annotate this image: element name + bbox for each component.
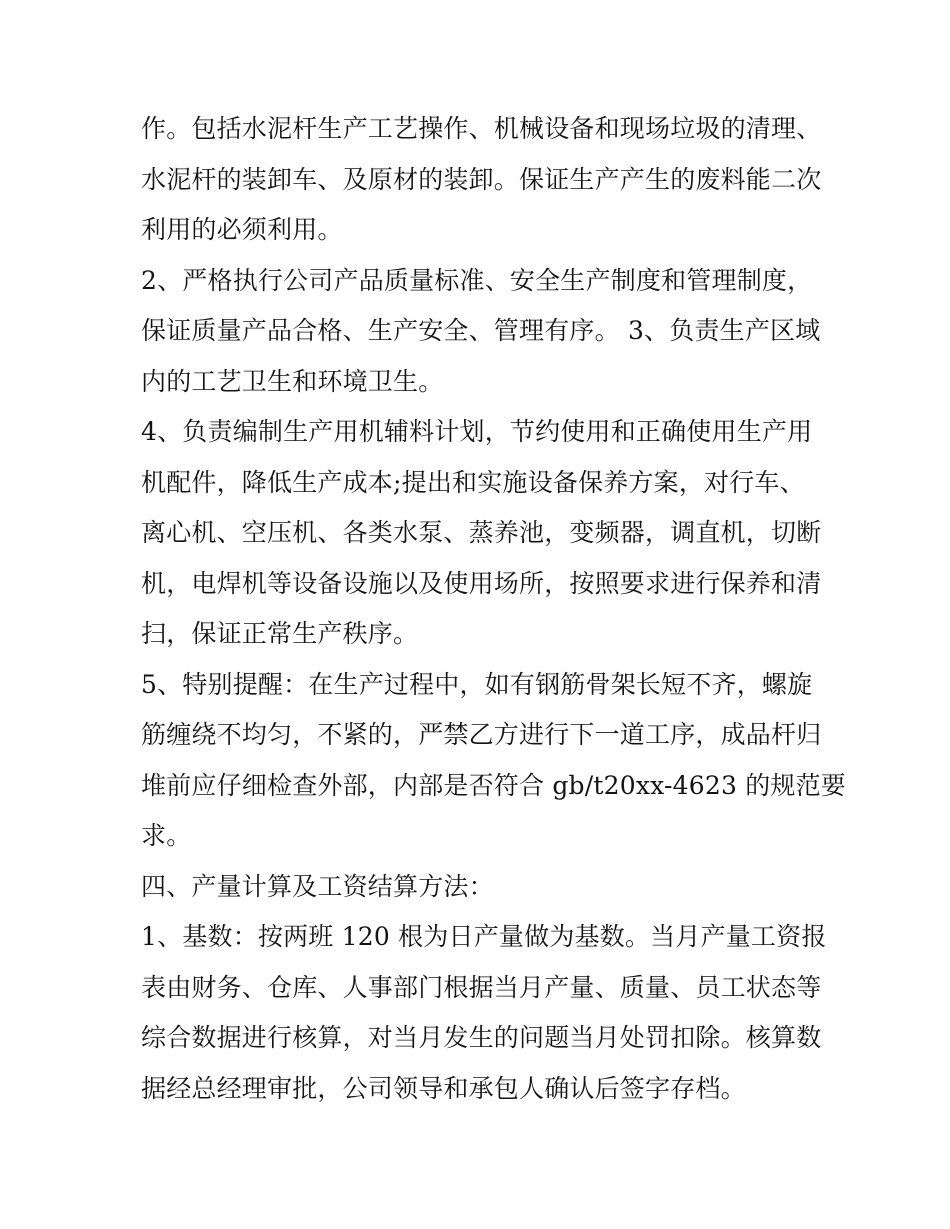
text-line: 2、严格执行公司产品质量标准、安全生产制度和管理制度， xyxy=(141,265,813,295)
document-body xyxy=(141,104,847,1114)
text-line: 内的工艺卫生和环境卫生。 xyxy=(141,366,444,396)
text-line: 保证质量产品合格、生产安全、管理有序。 3、负责生产区域 xyxy=(141,316,821,345)
text-line: 扫，保证正常生产秩序。 xyxy=(141,619,419,648)
text-line: 机，电焊机等设备设施以及使用场所，按照要求进行保养和清 xyxy=(141,568,822,598)
text-line: 机配件，降低生产成本;提出和实施设备保养方案，对行车、 xyxy=(141,467,805,497)
text-line: 离心机、空压机、各类水泵、蒸养池，变频器，调直机，切断 xyxy=(141,518,822,547)
text-line: 4、负责编制生产用机辅料计划，节约使用和正确使用生产用 xyxy=(141,417,813,446)
text-line: 利用的必须利用。 xyxy=(141,215,343,244)
text-line: 作。包括水泥杆生产工艺操作、机械设备和现场垃圾的清理、 xyxy=(141,114,822,143)
text-line: 水泥杆的装卸车、及原材的装卸。保证生产产生的废料能二次 xyxy=(141,164,822,194)
text-line: 1、基数：按两班 120 根为日产量做为基数。当月产量工资报 xyxy=(141,922,827,951)
text-line: 据经总经理审批，公司领导和承包人确认后签字存档。 xyxy=(141,1073,746,1103)
section-heading: 四、产量计算及工资结算方法： xyxy=(141,871,494,901)
text-line: 堆前应仔细检查外部，内部是否符合 gb/t20xx-4623 的规范要 xyxy=(141,770,847,800)
text-line: 综合数据进行核算，对当月发生的问题当月处罚扣除。核算数 xyxy=(141,1023,822,1052)
text-line: 筋缠绕不均匀，不紧的，严禁乙方进行下一道工序，成品杆归 xyxy=(141,720,822,749)
text-line: 求。 xyxy=(141,821,192,850)
text-line: 表由财务、仓库、人事部门根据当月产量、质量、员工状态等 xyxy=(141,972,822,1002)
text-line: 5、特别提醒：在生产过程中，如有钢筋骨架长短不齐，螺旋 xyxy=(141,669,813,699)
